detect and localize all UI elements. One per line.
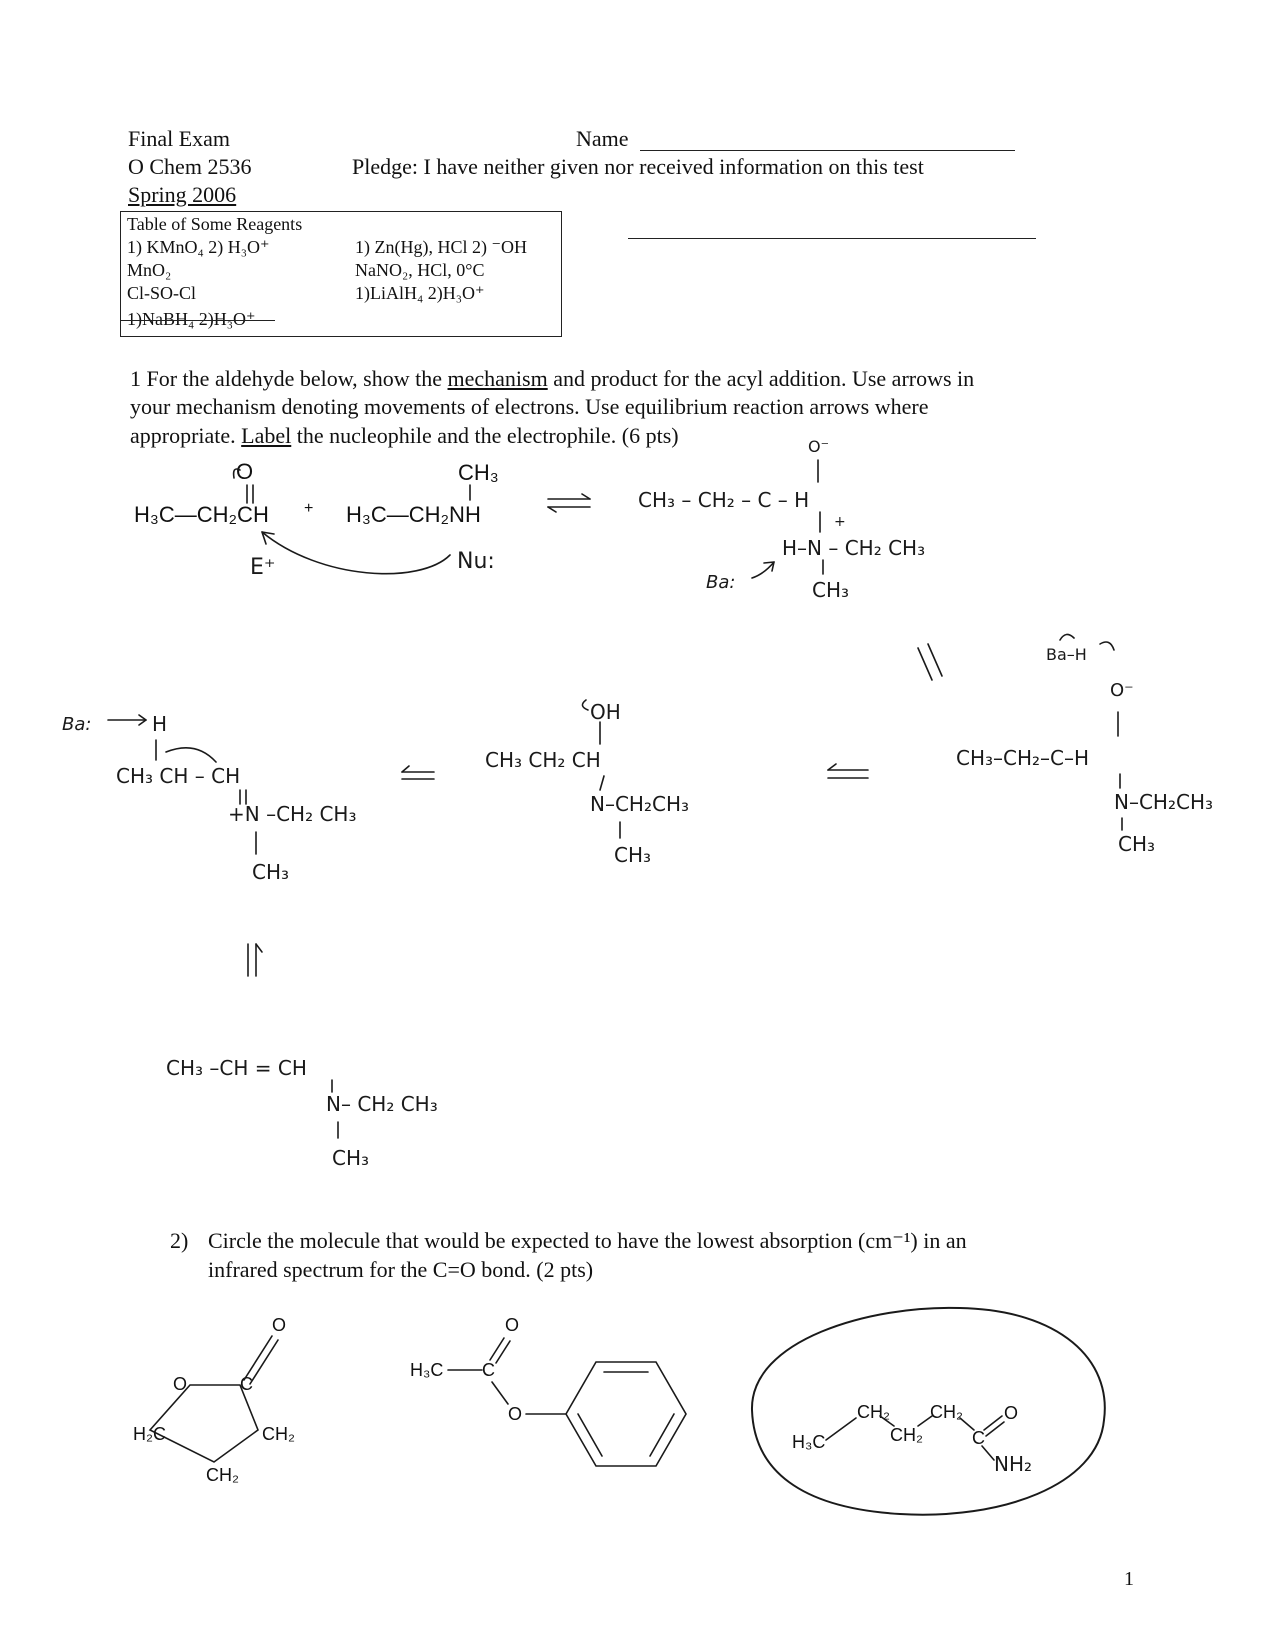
m2-carbonyl-oxygen: O [505,1315,520,1335]
p1-n-methyl: CH₃ [812,578,850,602]
reactant-aldehyde: H₃C—CH₂CH [134,502,269,527]
electrophile-label: E⁺ [250,555,276,580]
p2-oxygen: O⁻ [1110,680,1134,701]
m2-benzene-inner [578,1414,602,1456]
m2-c-o-double [496,1341,510,1363]
q1-text: the nucleophile and the electrophile. (6 pts) [291,423,679,448]
m2-ester-oxygen: O [508,1404,523,1424]
m3-bond [880,1416,894,1426]
m1-ring-oxygen: O [173,1374,188,1394]
arrowhead [402,766,409,772]
aldehyde-oxygen: O [236,459,254,484]
q1-underlined-word: Label [241,423,292,448]
m2-benzene-inner [650,1414,674,1456]
nucleophile-label: Nu: [457,549,495,574]
m3-methyl: H₃C [792,1432,826,1452]
pledge-text: Pledge: I have neither given nor received information on this test [352,154,924,179]
m3-c-o-double [984,1416,1002,1430]
electron-arrow [166,748,216,762]
m3-ch2-c: CH₂ [930,1402,963,1422]
m3-carbonyl-oxygen: O [1004,1403,1019,1423]
p3-chain: CH₃ CH₂ CH [485,748,601,772]
m3-bond [918,1416,932,1426]
p4-iminium-group: +N –CH₂ CH₃ [228,802,357,826]
m1-ring [150,1385,258,1462]
m3-bond [960,1418,974,1430]
q2-number: 2) [170,1228,189,1253]
p4-n-methyl: CH₃ [252,860,290,884]
electron-arrow [582,700,588,710]
p2-n-methyl: CH₃ [1118,832,1156,856]
m1-carbonyl-oxygen: O [272,1315,287,1335]
p3-nitrogen-group: N–CH₂CH₃ [590,792,690,816]
electron-arrow [752,562,774,578]
m2-bond [492,1382,508,1404]
m3-ch2-b: CH₂ [890,1425,923,1445]
p1-base: Ba: [706,572,736,593]
p5-nitrogen-group: N– CH₂ CH₃ [326,1092,438,1116]
p2-chain: CH₃–CH₂–C–H [956,746,1090,770]
m3-ch2-a: CH₂ [857,1402,890,1422]
p2-base-h: Ba–H [1046,645,1087,664]
electron-arrow [234,469,240,478]
m2-carbonyl-carbon: C [482,1360,495,1380]
q1-text: appropriate. [130,423,242,448]
p4-base: Ba: [62,714,92,735]
p1-oxygen: O⁻ [808,437,830,456]
m1-ch2-bottom: CH₂ [206,1465,239,1485]
page-number: 1 [1124,1568,1134,1590]
m2-c-o-double [490,1338,504,1360]
q1-line2: your mechanism denoting movements of electrons. Use equilibrium reaction arrows where [130,394,929,419]
reactant-amine: H₃C—CH₂NH [346,502,481,527]
m3-carbonyl-carbon: C [972,1428,985,1448]
header-line-final-exam: Final Exam [128,126,231,151]
reagent-right: 1)LiAlH₄ 2)H₃O⁺ [355,283,485,303]
m2-methyl: H₃C [410,1360,444,1380]
m2-benzene-ring [566,1362,686,1466]
p1-chain: CH₃ – CH₂ – C – H [638,488,810,512]
p1-plus: + [834,514,846,530]
plus-sign: + [304,500,314,517]
q1-underlined-word: mechanism [447,366,548,391]
reagent-right: NaNO₂, HCl, 0°C [355,260,485,280]
m3-bond [826,1418,856,1440]
equilibrium-arrow [918,648,932,680]
p3-hydroxyl: OH [590,700,621,724]
electron-arrow [1060,634,1074,640]
p5-n-methyl: CH₃ [332,1146,370,1170]
arrowhead [828,764,836,770]
p1-nitrogen-group: H–N – CH₂ CH₃ [782,536,926,560]
q2-line1: Circle the molecule that would be expected to have the lowest absorption (cm⁻¹) in an [208,1228,967,1253]
reagent-table-title: Table of Some Reagents [127,214,303,234]
m1-ch2-left: H₂C [133,1424,166,1444]
q1-text: 1 For the aldehyde below, show the [130,366,448,391]
p3-n-methyl: CH₃ [614,843,652,867]
reagent-left: Cl-SO-Cl [127,283,197,303]
m3-c-o-double [986,1422,1004,1436]
answer-circle [752,1308,1105,1515]
reagent-left: 1)NaBH₄ 2)H₃O⁺ [127,309,256,329]
p4-hydrogen: H [152,712,168,736]
m1-c-o-double [244,1336,272,1380]
q1-text: and product for the acyl addition. Use arrows in [547,366,975,391]
reagent-left: 1) KMnO₄ 2) H₃O⁺ [127,237,270,257]
arrowhead [256,944,262,952]
reagent-right: 1) Zn(Hg), HCl 2) ⁻OH [355,237,527,257]
nucleophilic-attack-arrow [262,532,450,574]
electron-arrow [1100,642,1114,650]
p2-nitrogen-group: N–CH₂CH₃ [1114,790,1214,814]
m3-bond [982,1446,994,1460]
q2-line2: infrared spectrum for the C=O bond. (2 pts) [208,1257,594,1282]
m1-ch2-right: CH₂ [262,1424,295,1444]
header-line-course: O Chem 2536 [128,154,252,179]
p4-chain: CH₃ CH – CH [116,764,241,788]
m3-amine: NH₂ [994,1452,1033,1476]
name-label: Name [576,126,629,151]
p5-chain: CH₃ –CH = CH [166,1056,307,1080]
p3-bond [600,776,604,790]
amine-methyl: CH₃ [458,460,499,485]
reagent-left: MnO₂ [127,260,172,280]
m1-c-o-double [250,1340,278,1384]
header-line-term: Spring 2006 [128,182,237,207]
equilibrium-arrow [928,644,942,676]
m1-carbonyl-carbon: C [240,1374,253,1394]
